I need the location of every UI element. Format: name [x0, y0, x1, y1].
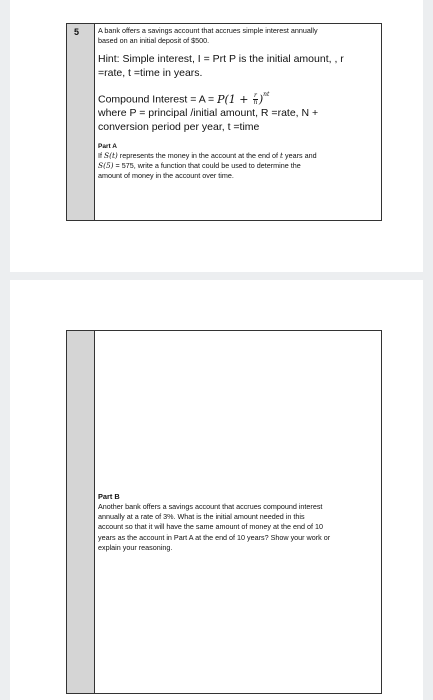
part-b-line-2: annually at a rate of 3%. What is the initial amount needed in this — [98, 512, 305, 522]
part-a-title: Part A — [98, 143, 117, 151]
part-a-line-3: amount of money in the account over time. — [98, 170, 234, 180]
part-a-function-s5: S(5) — [98, 161, 114, 171]
part-b-line-3: account so that it will have the same amount of money at the end of 10 — [98, 522, 323, 532]
ci-label: Compound Interest = A = — [98, 93, 218, 106]
ci-where-line-2: conversion period per year, t =time — [98, 120, 260, 133]
part-a-var-t: t — [280, 151, 284, 161]
ci-fraction-denominator: n — [253, 99, 258, 107]
compound-interest-formula — [98, 90, 377, 107]
part-a-line-1 — [98, 151, 377, 161]
question-number: 5 — [74, 27, 80, 37]
worksheet-page-1 — [10, 0, 423, 272]
question-number-gutter — [67, 24, 95, 220]
part-b-title: Part B — [98, 492, 120, 501]
ci-formula-base: P(1 + — [217, 92, 252, 106]
intro-line-2: based on an initial deposit of $500. — [98, 35, 210, 45]
ci-close-paren: ) — [258, 92, 264, 106]
worksheet-page-2 — [10, 280, 423, 700]
hint-line-2: =rate, t =time in years. — [98, 66, 203, 79]
part-b-text — [98, 502, 377, 553]
ci-fraction — [253, 93, 258, 106]
part-a-line-1-post: years and — [283, 151, 317, 161]
part-b-line-5: explain your reasoning. — [98, 542, 173, 552]
part-b-content — [98, 492, 377, 553]
question-5-box — [66, 23, 382, 221]
part-a-function-st: S(t) — [104, 151, 118, 161]
question-intro — [98, 26, 377, 45]
part-b-line-4: years as the account in Part A at the end of 10 years? Show your work or — [98, 532, 331, 542]
hint-line-1: Hint: Simple interest, I = Prt P is the initial amount, , r — [98, 53, 344, 66]
part-a-line-1-pre: If — [98, 151, 104, 161]
ci-fraction-numerator: r — [254, 92, 257, 100]
part-a-text — [98, 151, 377, 180]
part-b-box — [66, 330, 382, 694]
ci-exponent: nt — [263, 91, 270, 99]
part-a-line-1-mid: represents the money in the account at the end of — [117, 151, 281, 161]
part-b-line-1: Another bank offers a savings account that accrues compound interest — [98, 502, 323, 511]
part-a-line-2-post: = 575, write a function that could be used to determine the — [113, 161, 301, 171]
simple-interest-hint — [98, 53, 377, 80]
ci-formula — [217, 93, 269, 106]
part-a-line-2 — [98, 161, 377, 171]
compound-interest-hint — [98, 90, 377, 134]
ci-where-line-1: where P = principal /initial amount, R =rate, N + — [98, 107, 319, 120]
question-number-gutter-2 — [67, 331, 95, 693]
question-5-content — [98, 26, 377, 181]
intro-line-1: A bank offers a savings account that accrues simple interest annually — [98, 26, 318, 35]
